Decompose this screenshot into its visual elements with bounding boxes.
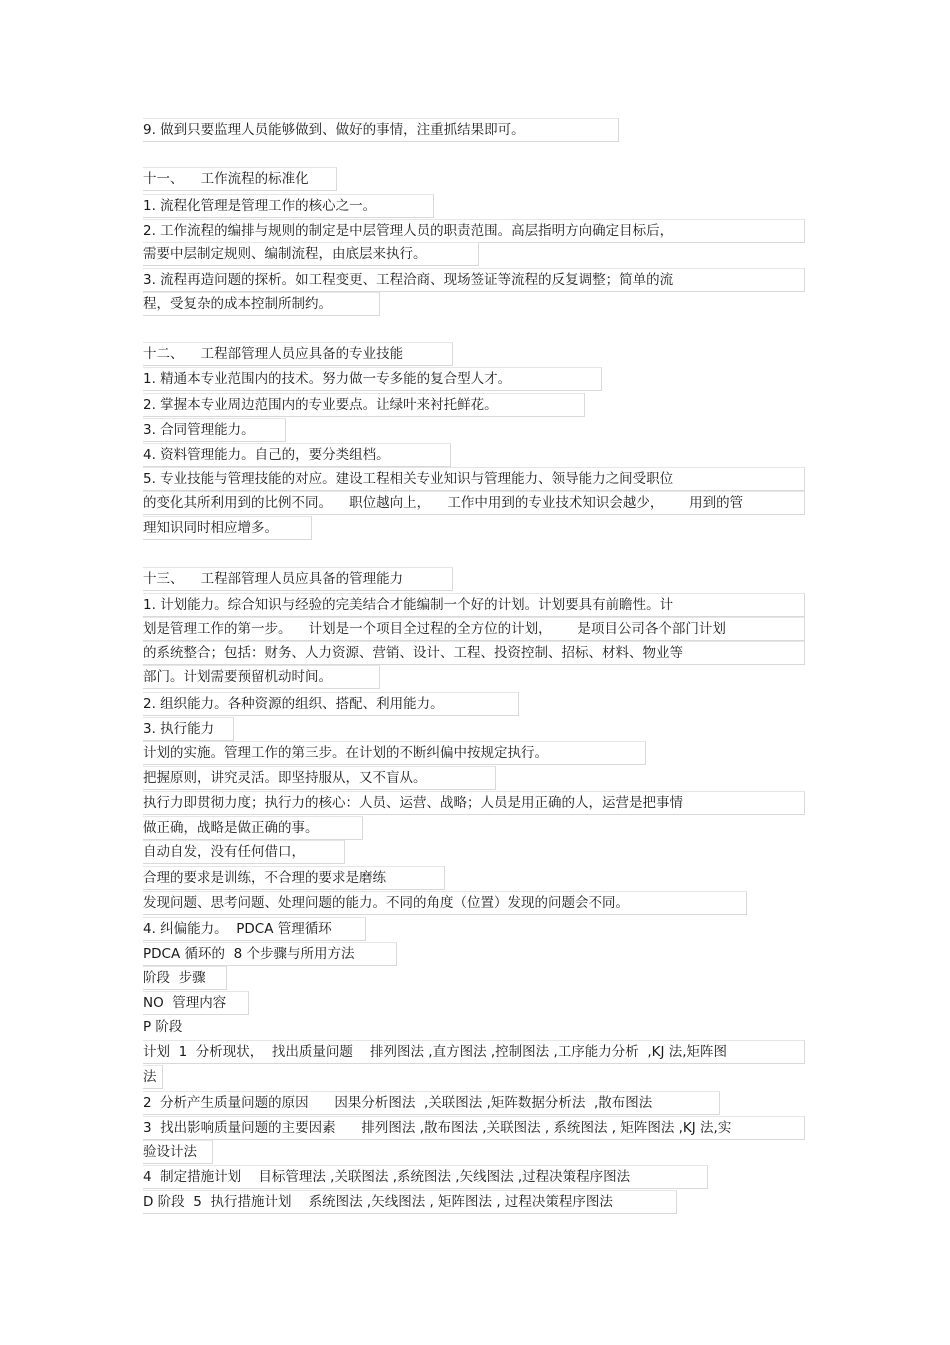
text-line: NO 管理内容: [143, 991, 249, 1015]
text-line: 2. 掌握本专业周边范围内的专业要点。让绿叶来衬托鲜花。: [143, 393, 585, 417]
text-line: 把握原则，讲究灵活。即坚持服从，又不盲从。: [143, 766, 496, 790]
text-line: 2 分析产生质量问题的原因 因果分析图法 ,关联图法 ,矩阵数据分析法 ,散布图法: [143, 1091, 720, 1115]
section-heading: 十二、 工程部管理人员应具备的专业技能: [143, 342, 453, 366]
text-line: 3. 合同管理能力。: [143, 418, 286, 442]
text-line: 4. 纠偏能力。 PDCA 管理循环: [143, 917, 366, 941]
text-line: 4 制定措施计划 目标管理法 ,关联图法 ,系统图法 ,矢线图法 ,过程决策程序图法: [143, 1165, 708, 1189]
text-line: 的变化其所利用到的比例不同。 职位越向上， 工作中用到的专业技术知识会越少， 用到的管: [143, 491, 805, 515]
text-line: 计划 1 分析现状， 找出质量问题 排列图法 ,直方图法 ,控制图法 ,工序能力分析 ,KJ 法,矩阵图: [143, 1040, 805, 1064]
text-line: 自动自发，没有任何借口，: [143, 840, 345, 864]
section-heading: 十三、 工程部管理人员应具备的管理能力: [143, 567, 453, 591]
text-line: 1. 精通本专业范围内的技术。努力做一专多能的复合型人才。: [143, 367, 602, 391]
text-line: 验设计法: [143, 1140, 213, 1164]
text-line: 4. 资料管理能力。自己的，要分类组档。: [143, 443, 451, 467]
text-line: 划是管理工作的第一步。 计划是一个项目全过程的全方位的计划， 是项目公司各个部门计划: [143, 617, 805, 641]
text-line: 2. 工作流程的编排与规则的制定是中层管理人员的职责范围。高层指明方向确定目标后，: [143, 219, 805, 243]
text-line: 需要中层制定规则、编制流程，由底层来执行。: [143, 242, 479, 266]
text-line: PDCA 循环的 8 个步骤与所用方法: [143, 942, 397, 966]
text-line: 的系统整合；包括：财务、人力资源、营销、设计、工程、投资控制、招标、材料、物业等: [143, 641, 805, 665]
text-line: 3 找出影响质量问题的主要因素 排列图法 ,散布图法 ,关联图法 , 系统图法 , 矩阵图法 ,KJ 法,实: [143, 1116, 805, 1140]
text-line: 5. 专业技能与管理技能的对应。建设工程相关专业知识与管理能力、领导能力之间受职位: [143, 467, 805, 491]
text-line: 9. 做到只要监理人员能够做到、做好的事情，注重抓结果即可。: [143, 118, 619, 142]
section-heading: 十一、 工作流程的标准化: [143, 167, 337, 191]
text-line: 1. 计划能力。综合知识与经验的完美结合才能编制一个好的计划。计划要具有前瞻性。计: [143, 593, 805, 617]
text-line: 程，受复杂的成本控制所制约。: [143, 292, 380, 316]
text-line: D 阶段 5 执行措施计划 系统图法 ,矢线图法 , 矩阵图法 , 过程决策程序图法: [143, 1190, 677, 1214]
text-line: 3. 执行能力: [143, 717, 234, 741]
text-line: 阶段 步骤: [143, 966, 227, 990]
text-line: 合理的要求是训练，不合理的要求是磨练: [143, 866, 445, 890]
text-line: 法: [143, 1065, 163, 1089]
text-line: 1. 流程化管理是管理工作的核心之一。: [143, 194, 434, 218]
text-line: 发现问题、思考问题、处理问题的能力。不同的角度（位置）发现的问题会不同。: [143, 891, 747, 915]
text-line: 部门。计划需要预留机动时间。: [143, 665, 380, 689]
text-line: 计划的实施。管理工作的第三步。在计划的不断纠偏中按规定执行。: [143, 741, 646, 765]
text-line: 做正确，战略是做正确的事。: [143, 816, 363, 840]
text-line: P 阶段: [143, 1019, 183, 1035]
text-line: 理知识同时相应增多。: [143, 516, 312, 540]
text-line: 执行力即贯彻力度；执行力的核心：人员、运营、战略；人员是用正确的人，运营是把事情: [143, 791, 805, 815]
text-line: 2. 组织能力。各种资源的组织、搭配、利用能力。: [143, 692, 519, 716]
text-line: 3. 流程再造问题的探析。如工程变更、工程洽商、现场签证等流程的反复调整；简单的流: [143, 268, 805, 292]
